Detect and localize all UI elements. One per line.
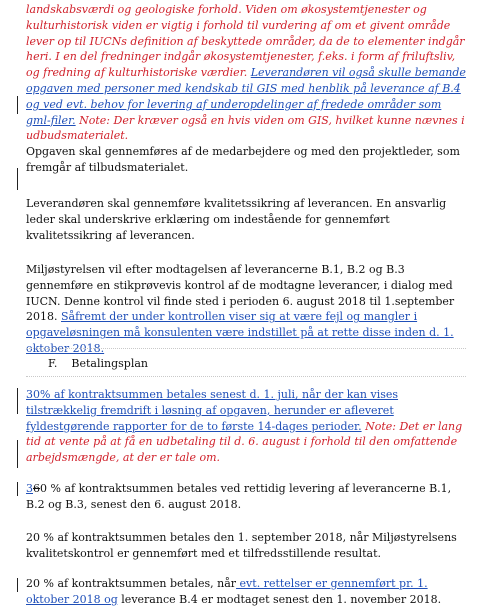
- paragraph-payment-1: [26, 387, 466, 466]
- paragraph-quality: [26, 196, 466, 243]
- change-bar: [17, 388, 18, 414]
- change-bar: [17, 482, 18, 496]
- tracked-insertion[interactable]: Leverandøren vil også skulle bemande opgaven med personer med kendskab til GIS med henblik på leverance af B.4 og ved evt. behov for levering af underopdelinger af fredede områder som gml-filer.: [26, 66, 466, 127]
- section-heading: [48, 357, 148, 370]
- change-bar: [17, 440, 18, 468]
- paragraph-control: [26, 262, 466, 357]
- comment-note: Note: Det er lang tid at vente på at få en udbetaling til d. 6. august i forhold til den omfattende arbejdsmængde, at der er tale om.: [26, 419, 463, 465]
- tracked-insertion[interactable]: 3: [26, 482, 33, 495]
- tracked-insertion[interactable]: 30% af kontraktsummen betales senest d. 1. juli, når der kan vises tilstrækkelig fremdrift i løsning af opgaven, herunder er afleveret fyldestgørende rapporter for de to første 14-dages perioder.: [26, 388, 399, 433]
- body-text: Leverandøren skal gennemføre kvalitetssikring af leverancen. En ansvarlig leder skal underskrive erklæring om indestående for gennemført kvalitetssikring af leverancen.: [26, 197, 447, 242]
- section-letter: F.: [48, 357, 58, 370]
- body-text: 0 % af kontraktsummen betales ved rettidig levering af leverancerne B.1, B.2 og B.3, senest den 6. august 2018.: [26, 482, 452, 511]
- body-text: Miljøstyrelsen vil efter modtagelsen af leverancerne B.1, B.2 og B.3 gennemføre en stikprøvevis kontrol af de modtagne leverancer, i dialog med IUCN. Denne kontrol vil finde sted i perioden 6. august 2018 til 1.september 2018.: [26, 263, 455, 324]
- body-text: leverance B.4 er modtaget senest den 1. november 2018.: [117, 592, 442, 606]
- comment-text: landskabsværdi og geologiske forhold. Viden om økosystemtjenester og kulturhistorisk viden er vigtig i forhold til vurdering af om et givent område lever op til IUCNs definition af beskyttede områder, da de to elementer indgår heri. I en del fredninger indgår økosystemtjenester, f.eks. i form af friluftsliv, og fredning af kulturhistoriske værdier.: [26, 3, 465, 80]
- comment-note: Note: Der kræver også en hvis viden om GIS, hvilket kunne nævnes i udbudsmaterialet.: [26, 113, 465, 143]
- tracked-insertion[interactable]: evt. rettelser er gennemført pr. 1. oktober 2018 og: [26, 577, 428, 606]
- tracked-insertion[interactable]: Såfremt der under kontrollen viser sig at være fejl og mangler i opgaveløsningen må konsulenten være indstillet på at rette disse inden d. 1. oktober 2018.: [26, 310, 454, 355]
- paragraph-payment-4: [26, 576, 466, 608]
- change-bar: [17, 578, 18, 592]
- change-bar: [17, 96, 18, 114]
- paragraph-knowledge: [26, 2, 466, 176]
- tracked-deletion[interactable]: 6: [33, 482, 40, 495]
- divider: [26, 348, 466, 349]
- section-title: Betalingsplan: [71, 357, 149, 370]
- paragraph-payment-3: [26, 530, 466, 562]
- divider: [26, 376, 466, 377]
- paragraph-payment-2: [26, 481, 466, 513]
- body-text: 20 % af kontraktsummen betales den 1. september 2018, når Miljøstyrelsens kvalitetskontrol er gennemført med et tilfredsstillende resultat.: [26, 531, 457, 560]
- body-text: Opgaven skal gennemføres af de medarbejdere og med den projektleder, som fremgår af tilbudsmaterialet.: [26, 145, 460, 174]
- change-bar: [17, 168, 18, 190]
- body-text: 20 % af kontraktsummen betales, når: [26, 577, 237, 590]
